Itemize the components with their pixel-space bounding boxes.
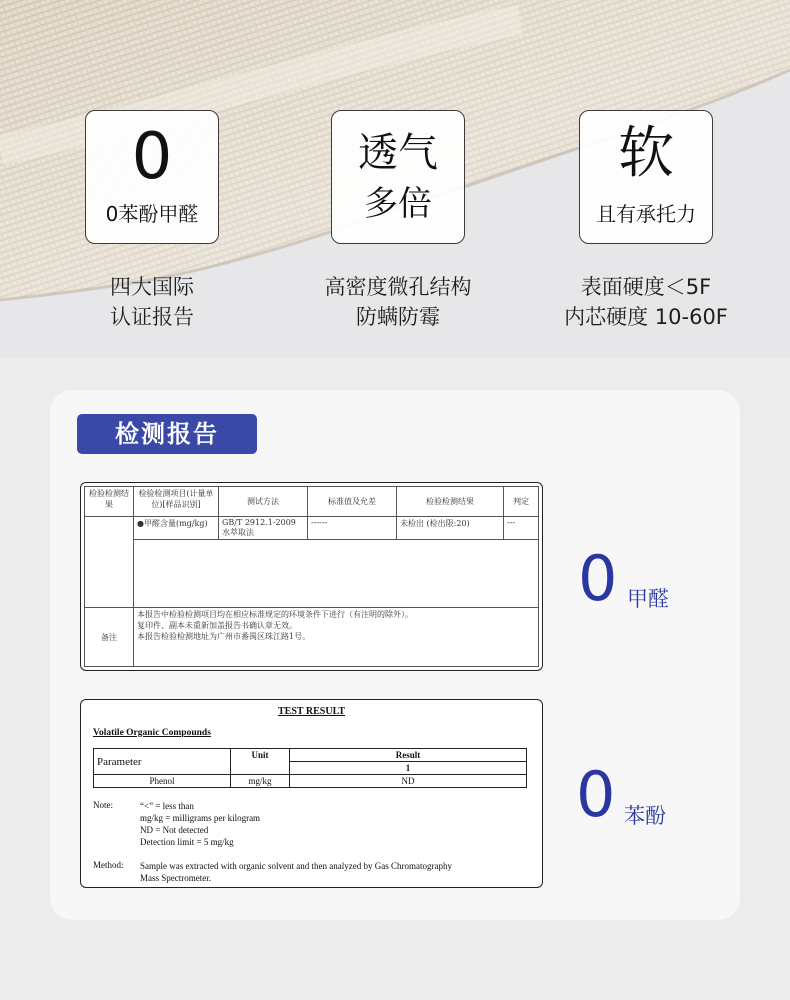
cn-remark-line: 本报告检验检测地址为广州市番禺区珠江路1号。 xyxy=(137,632,311,641)
en-note-line: mg/kg = milligrams per kilogram xyxy=(140,813,261,823)
en-col-unit: Unit xyxy=(231,749,290,775)
feature-sub-text: 且有承托力 xyxy=(596,202,696,226)
feature-card-breathable xyxy=(331,110,465,244)
cn-judge-cell: --- xyxy=(504,517,539,540)
cn-header-cell: 检验检测结果 xyxy=(397,487,504,517)
cn-header-cell: 测试方法 xyxy=(219,487,308,517)
cn-test-report xyxy=(80,482,543,671)
cn-result-cell: 未检出 (检出限:20) xyxy=(397,517,504,540)
cn-report-table xyxy=(84,486,539,667)
stat-phenol-number: 0 xyxy=(576,758,616,831)
en-section-title: Volatile Organic Compounds xyxy=(93,728,211,738)
en-method-line: Sample was extracted with organic solvent and then analyzed by Gas Chromatography xyxy=(140,861,452,871)
stat-phenol-label: 苯酚 xyxy=(624,804,666,828)
feature-caption-hardness xyxy=(526,272,766,332)
en-note-line: “<” = less than xyxy=(140,801,194,811)
cn-header-cell: 检验检测结果 xyxy=(85,487,134,517)
feature-sub-text: 多倍 xyxy=(364,184,432,224)
caption-line: 内芯硬度 10-60F xyxy=(564,305,728,329)
en-test-report xyxy=(80,699,543,888)
cn-empty-area xyxy=(134,540,539,608)
stat-formaldehyde-label: 甲醛 xyxy=(627,587,669,611)
feature-big-text: 0 xyxy=(131,120,173,194)
en-note-line: Detection limit = 5 mg/kg xyxy=(140,837,234,847)
report-tag: 检测报告 xyxy=(77,414,257,454)
cn-remark-line: 本报告中检验检测项目均在相应标准规定的环境条件下进行（有注明的除外）。 xyxy=(137,610,413,619)
en-method-label: Method: xyxy=(93,860,124,870)
caption-line: 四大国际 xyxy=(110,275,194,299)
en-report-title: TEST RESULT xyxy=(278,706,345,717)
caption-line: 认证报告 xyxy=(110,305,194,329)
en-row-unit: mg/kg xyxy=(231,775,290,788)
en-method-line: Mass Spectrometer. xyxy=(140,873,211,883)
feature-sub-text: 0苯酚甲醛 xyxy=(105,202,199,226)
en-col-parameter: Parameter xyxy=(94,749,231,775)
feature-big-text: 透气 xyxy=(358,130,438,176)
feature-caption-certification xyxy=(32,272,272,332)
cn-header-cell: 检验检测项目(计量单位)[样品识别] xyxy=(134,487,219,517)
en-notes xyxy=(140,800,260,848)
en-result-table xyxy=(93,748,527,788)
en-col-result: Result xyxy=(290,749,527,762)
en-col-result-sub: 1 xyxy=(290,762,527,775)
feature-caption-structure xyxy=(278,272,518,332)
en-method-text xyxy=(140,860,532,884)
cn-header-cell: 标准值及允差 xyxy=(308,487,397,517)
cn-remark-text xyxy=(134,608,539,667)
cn-item-cell: ●甲醛含量(mg/kg) xyxy=(134,517,219,540)
feature-card-zero-phenol xyxy=(85,110,219,244)
en-row-param: Phenol xyxy=(94,775,231,788)
en-note-label: Note: xyxy=(93,800,113,810)
en-row-result: ND xyxy=(290,775,527,788)
cn-header-cell: 判定 xyxy=(504,487,539,517)
feature-big-text: 软 xyxy=(618,121,674,186)
stat-formaldehyde-number: 0 xyxy=(578,542,618,615)
cn-standard-cell: ------ xyxy=(308,517,397,540)
caption-line: 高密度微孔结构 xyxy=(324,275,472,299)
cn-blank-cell xyxy=(85,517,134,608)
feature-card-soft xyxy=(579,110,713,244)
fabric-hero xyxy=(0,0,790,358)
en-note-line: ND = Not detected xyxy=(140,825,209,835)
caption-line: 防螨防霉 xyxy=(356,305,440,329)
cn-method-cell: GB/T 2912.1-2009 水萃取法 xyxy=(219,517,308,540)
cn-remark-label: 备注 xyxy=(85,608,134,667)
cn-remark-line: 复印件、副本未重新加盖报告书确认章无效。 xyxy=(137,621,297,630)
caption-line: 表面硬度＜5F xyxy=(580,275,712,299)
